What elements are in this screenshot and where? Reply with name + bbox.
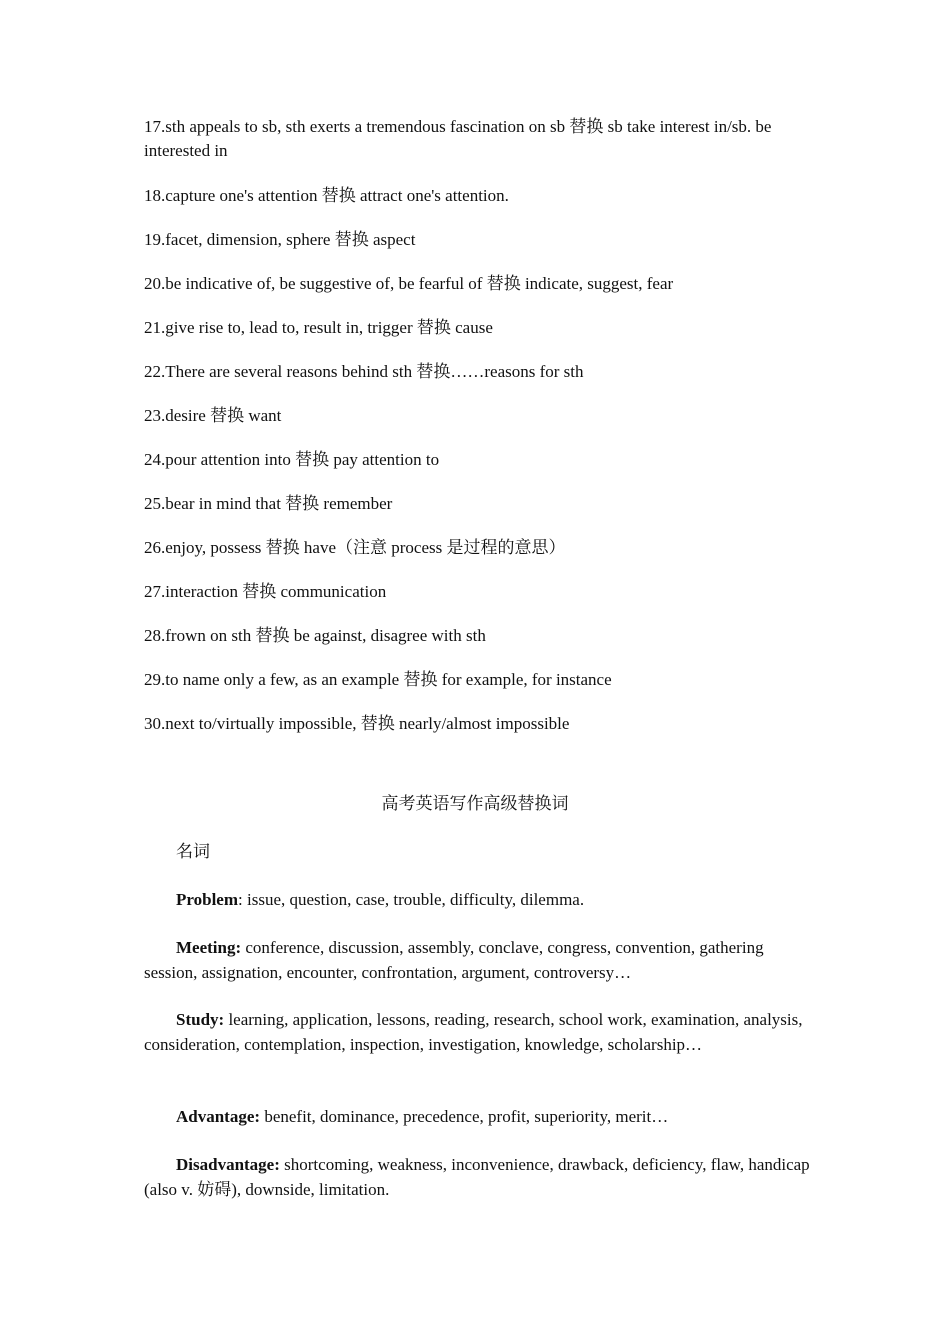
list-item-18: 18.capture one's attention 替换 attract one's attention. bbox=[144, 186, 509, 205]
entry-meeting bbox=[144, 936, 820, 985]
list-item-19: 19.facet, dimension, sphere 替换 aspect bbox=[144, 230, 416, 249]
entry-advantage bbox=[144, 1105, 820, 1130]
list-item-22: 22.There are several reasons behind sth 替换……reasons for sth bbox=[144, 362, 584, 381]
section-label: 名词 bbox=[176, 842, 210, 861]
entry-term: Advantage: bbox=[176, 1107, 261, 1126]
list-item-29: 29.to name only a few, as an example 替换 for example, for instance bbox=[144, 670, 612, 689]
section-title: 高考英语写作高级替换词 bbox=[381, 794, 569, 813]
entry-text: conference, discussion, assembly, conclave, congress, convention, gathering session, assignation, encounter, confrontation, argument, controversy… bbox=[144, 938, 764, 982]
list-item-25: 25.bear in mind that 替换 remember bbox=[144, 494, 393, 513]
list-item-27: 27.interaction 替换 communication bbox=[144, 582, 387, 601]
list-item-21: 21.give rise to, lead to, result in, trigger 替换 cause bbox=[144, 318, 493, 337]
entry-problem bbox=[144, 888, 820, 913]
entry-disadvantage bbox=[144, 1153, 820, 1202]
entry-term: Study: bbox=[176, 1010, 225, 1029]
list-item-30: 30.next to/virtually impossible, 替换 nearly/almost impossible bbox=[144, 714, 570, 733]
entry-study bbox=[144, 1008, 820, 1057]
list-item-17: 17.sth appeals to sb, sth exerts a tremendous fascination on sb 替换 sb take interest in/sb. be interested in bbox=[144, 117, 772, 160]
entry-text: learning, application, lessons, reading, research, school work, examination, analysis, consideration, contemplation, inspection, investigation, knowledge, scholarship… bbox=[144, 1010, 803, 1054]
entry-text: : issue, question, case, trouble, difficulty, dilemma. bbox=[238, 890, 585, 909]
list-item-20: 20.be indicative of, be suggestive of, be fearful of 替换 indicate, suggest, fear bbox=[144, 274, 674, 293]
list-item-26: 26.enjoy, possess 替换 have（注意 process 是过程的意思） bbox=[144, 538, 566, 557]
entry-term: Disadvantage: bbox=[176, 1155, 280, 1174]
list-item-24: 24.pour attention into 替换 pay attention to bbox=[144, 450, 440, 469]
entry-term: Meeting: bbox=[176, 938, 242, 957]
entry-text: shortcoming, weakness, inconvenience, drawback, deficiency, flaw, handicap (also v. 妨碍), downside, limitation. bbox=[144, 1155, 810, 1199]
list-item-23: 23.desire 替换 want bbox=[144, 406, 282, 425]
entry-term: Problem bbox=[176, 890, 239, 909]
entry-text: benefit, dominance, precedence, profit, superiority, merit… bbox=[260, 1107, 669, 1126]
list-item-28: 28.frown on sth 替换 be against, disagree with sth bbox=[144, 626, 486, 645]
